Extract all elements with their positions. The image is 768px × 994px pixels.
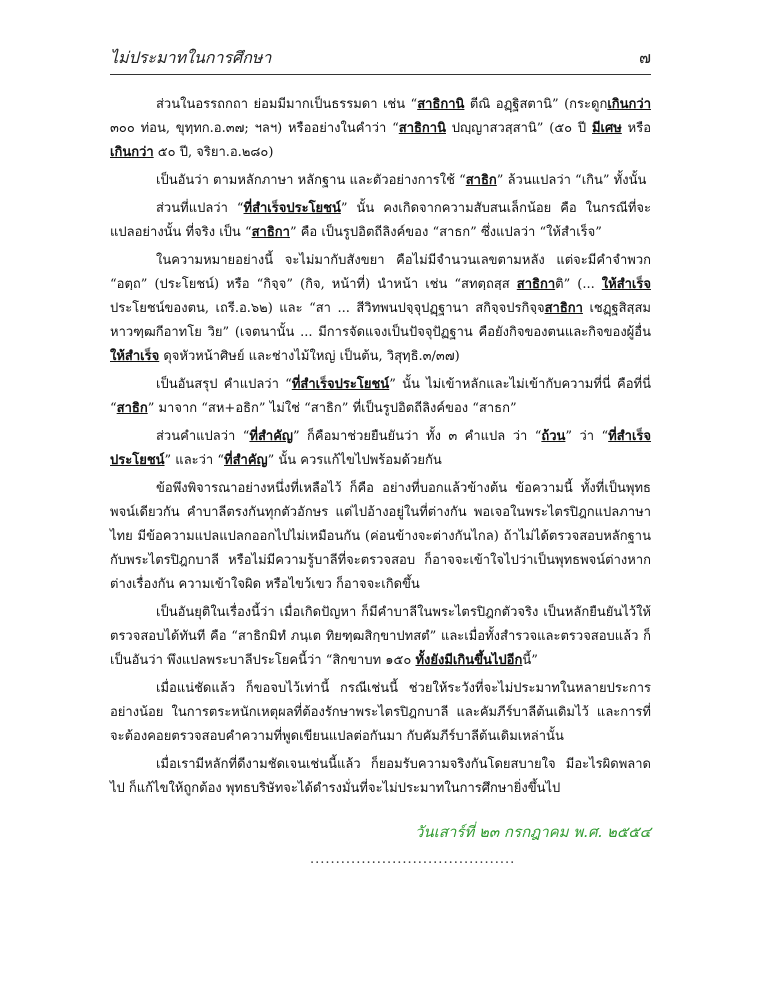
text-run: ดุจหัวหน้าศิษย์ และช่างไม้ใหญ่ เป็นต้น, วิสุทฺธิ.๓/๓๗) — [159, 349, 460, 364]
body-paragraph — [110, 169, 651, 193]
emphasized-term: ถ้วน — [541, 429, 566, 444]
text-run: ” ล้วนแปลว่า “เกิน” ทั้งนั้น — [496, 173, 647, 188]
text-run: เป็นอันว่า ตามหลักภาษา หลักฐาน และตัวอย่างการใช้ “ — [156, 173, 466, 188]
emphasized-term: สาธิกา — [251, 225, 290, 240]
emphasized-term: สาธิก — [465, 173, 497, 188]
emphasized-term: ทั้งยังมีเกินขึ้นไปอีก — [415, 653, 523, 668]
body-paragraph — [110, 677, 651, 749]
text-run: ติ” (... — [555, 277, 602, 292]
text-run: นี้” — [522, 653, 538, 668]
body-paragraph — [110, 197, 651, 245]
emphasized-term: สาธิกา — [516, 277, 556, 292]
text-run: ประโยชน์ของตน, เถรี.อ.๖๒) และ “สา ... สีวิทพนปจฺจุปฏฺฐานา สกิจฺจปรกิจฺจ — [110, 301, 545, 316]
text-run: ” คือ เป็นรูปอิตถีลิงค์ของ “สาธก” ซึ่งแปลว่า “ให้สำเร็จ” — [289, 225, 602, 240]
emphasized-term: ที่สำเร็จประโยชน์ — [110, 429, 652, 468]
text-run: ” และว่า “ — [164, 453, 225, 468]
emphasized-term: ที่สำคัญ — [249, 429, 293, 444]
emphasized-term: เกินกว่า — [110, 145, 154, 160]
document-body — [110, 93, 651, 805]
text-run: ” มาจาก “สห+อธิก” ไม่ใช่ “สาธิก” ที่เป็นรูปอิตถีลิงค์ของ “สาธก” — [147, 401, 517, 416]
text-run: เมื่อแน่ชัดแล้ว ก็ขอจบไว้เท่านี้ กรณีเช่นนี้ ช่วยให้ระวังที่จะไม่ประมาทในหลายประการอย่างน้อย ในการตระหนักเหตุผลที่ต้องรักษาพระไตรปิฎกบาลี และคัมภีร์บาลีต้นเดิมไว้ และการที่จะต้องคอยตรวจสอบคำความที่พูดเขียนแปลต่อกันมา กับคัมภีร์บาลีต้นเดิมเหล่านั้น — [110, 681, 651, 744]
body-paragraph — [110, 373, 651, 421]
text-run: ในความหมายอย่างนี้ จะไม่มากับสังขยา คือไม่มีจำนวนเลขตามหลัง แต่จะมีคำจำพวก “อตฺถ” (ประโยชน์) หรือ “กิจฺจ” (กิจ, หน้าที่) นำหน้า เช่น “สทตฺถสฺส — [110, 253, 651, 292]
emphasized-term: ที่สำเร็จประโยชน์ — [243, 201, 341, 216]
text-run: ๕๐ ปี, จริยา.อ.๒๘๐) — [153, 145, 274, 160]
emphasized-term: สาธิกา — [544, 301, 583, 316]
emphasized-term: สาธิก — [116, 401, 148, 416]
emphasized-term: ที่สำคัญ — [224, 453, 268, 468]
text-run: ปญฺญาสวสฺสานิ” (๕๐ ปี — [446, 121, 592, 136]
text-run: เชฏฺฐสิสฺสมหาวฑฺฒกีอาทโย วิย” (เจตนานั้น ... มีการจัดแจงเป็นปัจจุปัฏฐาน คือยังกิจของตนและกิจของผู้อื่น — [110, 301, 651, 340]
text-run: ” นั้น คงเกิดจากความสับสนเล็กน้อย คือ ในกรณีที่จะแปลอย่างนั้น ที่จริง เป็น “ — [110, 201, 651, 240]
text-run: ตีณิ อฏฺฐิสตานิ” (กระดูก — [464, 97, 608, 112]
header-divider — [110, 74, 651, 75]
body-paragraph — [110, 425, 651, 473]
text-run: ” ก็คือมาช่วยยืนยันว่า ทั้ง ๓ คำแปล ว่า “ — [292, 429, 542, 444]
body-paragraph — [110, 601, 651, 673]
text-run: ส่วนในอรรถกถา ย่อมมีมากเป็นธรรมดา เช่น “ — [156, 97, 418, 112]
body-paragraph — [110, 477, 651, 597]
text-run: หรือ — [621, 121, 651, 136]
emphasized-term: ให้สำเร็จ — [110, 349, 160, 364]
emphasized-term: สาธิกานิ — [417, 97, 465, 112]
page-number: ๗ — [638, 48, 651, 67]
date-line: วันเสาร์ที่ ๒๓ กรกฎาคม พ.ศ. ๒๕๕๔ — [414, 823, 651, 841]
text-run: ” นั้น ควรแก้ไขไปพร้อมด้วยกัน — [267, 453, 442, 468]
emphasized-term: ให้สำเร็จ — [601, 277, 651, 292]
text-run: เป็นอันยุติในเรื่องนี้ว่า เมื่อเกิดปัญหา ก็มีคำบาลีในพระไตรปิฎกตัวจริง เป็นหลักยืนยันไว้ให้ตรวจสอบได้ทันที คือ “สาธิกมิทํ ภนฺเต ทิยฑฺฒสิกฺขาปทสตํ” และเมื่อทั้งสำรวจและตรวจสอบแล้ว ก็เป็นอันว่า พึงแปลพระบาลีประโยคนี้ว่า “สิกขาบท ๑๕๐ — [110, 605, 651, 668]
emphasized-term: มีเศษ — [591, 121, 622, 136]
dotted-separator: ........................................ — [310, 852, 516, 867]
text-run: ส่วนที่แปลว่า “ — [156, 201, 244, 216]
text-run: ส่วนคำแปลว่า “ — [156, 429, 250, 444]
text-run: ” ว่า “ — [565, 429, 609, 444]
body-paragraph — [110, 93, 651, 165]
running-header-title: ไม่ประมาทในการศึกษา — [110, 48, 272, 67]
emphasized-term: สาธิกานิ — [398, 121, 446, 136]
text-run: เมื่อเรามีหลักที่ดีงามชัดเจนเช่นนี้แล้ว ก็ยอมรับความจริงกันโดยสบายใจ มีอะไรผิดพลาดไป ก็แก้ไขให้ถูกต้อง พุทธบริษัทจะได้ดำรงมั่นที่จะไม่ประมาทในการศึกษายิ่งขึ้นไป — [110, 757, 651, 796]
body-paragraph — [110, 753, 651, 801]
text-run: เป็นอันสรุป คำแปลว่า “ — [156, 377, 292, 392]
text-run: ๓๐๐ ท่อน, ขุทฺทก.อ.๓๗; ฯลฯ) หรืออย่างในคำว่า “ — [110, 121, 399, 136]
emphasized-term: ที่สำเร็จประโยชน์ — [291, 377, 390, 392]
body-paragraph — [110, 249, 651, 369]
text-run: ” นั้น ไม่เข้าหลักและไม่เข้ากับความที่นี่ คือที่นี่ “ — [110, 377, 651, 416]
text-run: ข้อพึงพิจารณาอย่างหนึ่งที่เหลือไว้ ก็คือ อย่างที่บอกแล้วข้างต้น ข้อความนี้ ทั้งที่เป็นพุทธพจน์เดียวกัน คำบาลีตรงกันทุกตัวอักษร แต่ไปอ้างอยู่ในที่ต่างกัน พอเจอในพระไตรปิฎกแปลภาษาไทย มีข้อความแปลแปลกออกไปไม่เหมือนกัน (ค่อนข้างจะต่างกันไกล) ถ้าไม่ได้ตรวจสอบหลักฐานกับพระไตรปิฎกบาลี หรือไม่มีความรู้บาลีที่จะตรวจสอบ ก็อาจจะเข้าใจไปว่าเป็นพุทธพจน์ต่างหากต่างเรื่องกัน ความเข้าใจผิด หรือไขว้เขว ก็อาจจะเกิดขึ้น — [110, 481, 651, 592]
emphasized-term: เกินกว่า — [607, 97, 651, 112]
